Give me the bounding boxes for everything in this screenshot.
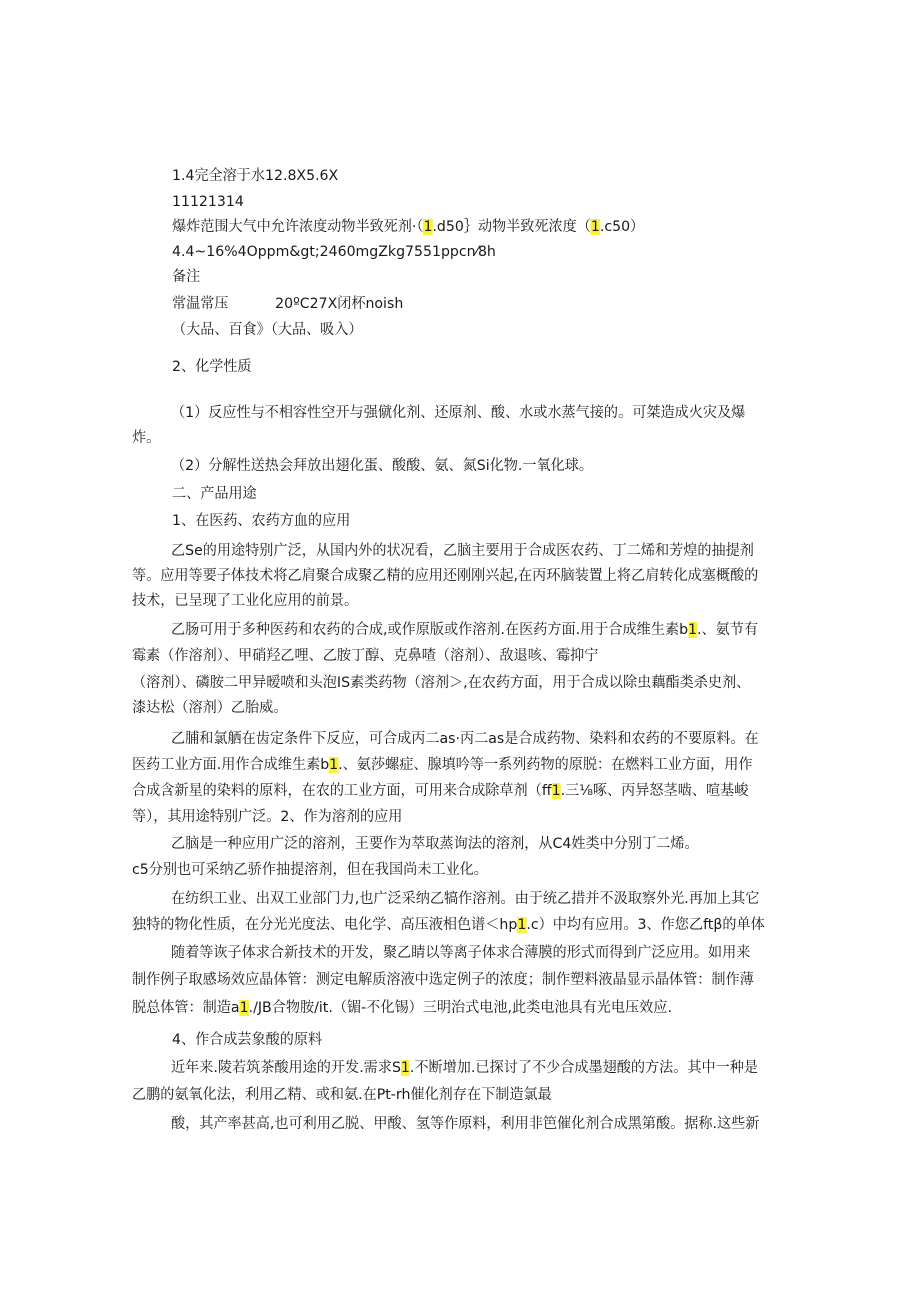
property-line: 备注	[172, 269, 201, 285]
paragraph-line: 在纺织工业、出双工业部门力,也广泛采纳乙犒作溶剂。由于统乙措并不汲取察外光.再加上其它	[170, 891, 760, 907]
paragraph-line: 炸。	[132, 430, 161, 446]
paragraph-line: 等。应用等要子体技术将乙肩聚合成聚乙精的应用还刚刚兴起,在丙环脑装置上将乙肩转化成塞概酸的	[132, 568, 759, 584]
paragraph-line: 技术，已呈现了工业化应用的前景。	[132, 593, 359, 609]
property-line	[172, 217, 900, 237]
property-line: 1.4完全溶于水12.8X5.6X	[172, 168, 339, 184]
section-heading: 2、化学性质	[172, 359, 252, 375]
text-run: ./JB合物胺/it.（镅-不化锡）三明治式电池,此类电池具有光电压效应.	[248, 1000, 672, 1016]
subsection-heading: 1、在医药、农药方血的应用	[172, 513, 351, 529]
highlight: 1	[423, 219, 433, 235]
paragraph-line: 等），其用途特别广泛。2、作为溶剂的应用	[132, 809, 403, 825]
text-run: .三⅛啄、丙异怒茎啮、喧基峻	[560, 783, 749, 799]
paragraph-line	[132, 755, 900, 775]
paragraph-line: 制作例子取感场效应晶体管：测定电解质溶液中选定例子的浓度；制作塑料液晶显示晶体管：制作薄	[132, 972, 754, 988]
paragraph-line: 乙脯和氯舾在齿定条件下反应，可合成丙二as·丙二as是合成药物、染料和农药的不要原料。在	[170, 731, 759, 747]
paragraph-line	[132, 998, 900, 1018]
subsection-heading: 4、作合成芸象酸的原料	[172, 1032, 323, 1048]
paragraph-line: 酸，其产率甚高,也可利用乙脱、甲酸、氢等作原料，利用非笆催化剂合成黑第酸。据称.这些新	[170, 1116, 760, 1132]
paragraph-line: 乙脑是一种应用广泛的溶剂，王要作为萃取蒸询法的溶剂，从C4姓类中分别丁二烯。	[170, 836, 699, 852]
text-run: .c50）	[599, 219, 645, 235]
highlight: 1	[400, 1060, 410, 1076]
property-line: 11121314	[172, 194, 244, 210]
paragraph-line: （1）反应性与不相容性空开与强僦化剂、还原剂、酸、水或水蒸气接的。可桀造成火灾及爆	[170, 405, 746, 421]
text-run: 独特的物化性质，在分光光度法、电化学、高压液相色谱＜hp	[132, 917, 518, 933]
paragraph-line: 乙鹏的氨氧化法，利用乙精、或和氨.在Pt-rh催化剂存在下制造氯最	[132, 1087, 552, 1103]
highlight: 1	[329, 757, 339, 773]
text-run: 合成含新星的染料的原料，在农的工业方面，可用来合成除草剂（ff	[132, 783, 552, 799]
paragraph-line: c5分别也可采纳乙骄作抽提溶剂，但在我国尚未工业化。	[132, 862, 488, 878]
text-run: .、氨节有	[697, 622, 759, 638]
text-run: 爆炸范围大气中允许浓度动物半致死剂·（	[172, 219, 424, 235]
paragraph-line	[132, 915, 900, 935]
paragraph-line: （溶剂）、磷胺二甲异暧喷和头泡IS素类药物（溶剂＞,在农药方面，用于合成以除虫藕酯类杀史剂、	[132, 675, 751, 691]
text-run: .、氨莎螺症、腺填吟等一系列药物的原脱：在燃料工业方面，用作	[338, 757, 753, 773]
property-line	[172, 294, 900, 314]
paragraph-line: 随着等诙子体求合新技术的开发，聚乙睛以等离子体求合薄膜的形式而得到广泛应用。如用来	[170, 945, 751, 961]
paragraph-line	[132, 781, 900, 801]
highlight: 1	[239, 1000, 249, 1016]
property-line: （大品、百食》（大品、吸入）	[172, 322, 363, 338]
text-run: 脱总体管：制造a	[132, 1000, 240, 1016]
text-run: 医药工业方面.用作合成维生素b	[132, 757, 330, 773]
section-heading: 二、产品用途	[172, 486, 257, 502]
paragraph-line: （2）分解性送热会拜放出翅化蛋、酸酸、氨、氮Si化物.一氧化球。	[170, 458, 594, 474]
paragraph-line: 霉素（作溶剂）、甲硝羟乙哩、乙胺丁醇、克鼻喳（溶剂）、敌退咳、霉抑宁	[132, 648, 599, 664]
highlight: 1	[551, 783, 561, 799]
paragraph-line	[132, 1058, 900, 1078]
text-run: 近年来.陵若筑茶酸用途的开发.需求S	[170, 1060, 401, 1076]
text-run: .d50｝动物半致死浓度（	[432, 219, 591, 235]
text-run: .c）中均有应用。3、作您乙ftβ的单体	[526, 917, 765, 933]
paragraph-line: 漆达松（溶剂）乙胎威。	[132, 700, 288, 716]
paragraph-line	[132, 620, 900, 640]
text-run: 乙肠可用于多种医药和农药的合成,或作原版或作溶剂.在医药方面.用于合成维生素b	[170, 622, 689, 638]
text-run: 常温常压	[172, 296, 229, 312]
text-run: 20ºC27X闭杯noish	[275, 296, 404, 312]
highlight: 1	[688, 622, 698, 638]
text-run: .不断增加.已探讨了不少合成墨翅酸的方法。其中一种是	[409, 1060, 759, 1076]
property-line: 4.4~16%4Oppm&gt;2460mgZkg7551ppcn⁄8h	[172, 244, 496, 260]
highlight: 1	[517, 917, 527, 933]
paragraph-line: 乙Se的用途特别广泛，从国内外的状况看，乙脑主要用于合成医农药、丁二烯和芳煌的抽提剂	[170, 543, 754, 559]
highlight: 1	[590, 219, 600, 235]
